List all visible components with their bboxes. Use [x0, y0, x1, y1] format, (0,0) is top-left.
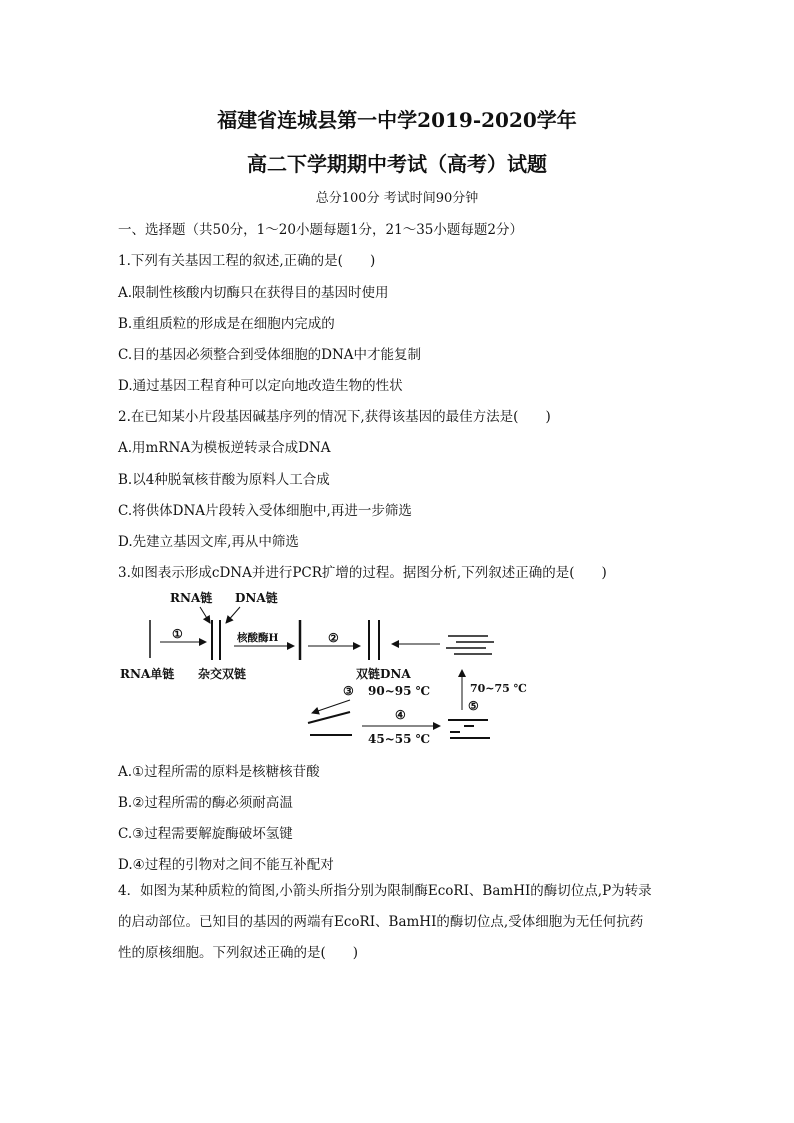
label-rna-single: RNA单链 — [120, 667, 175, 681]
label-rna-chain: RNA链 — [170, 591, 213, 605]
question-2-option-b: B.以4种脱氧核苷酸为原料人工合成 — [118, 472, 330, 488]
temp-4-label: 45~55 ℃ — [368, 732, 431, 746]
title-line-2: 高二下学期期中考试（高考）试题 — [247, 152, 547, 176]
title-line-1: 福建省连城县第一中学2019-2020学年 — [217, 108, 577, 132]
separated-strand-1 — [308, 712, 350, 723]
question-4-line-3: 性的原核细胞。下列叙述正确的是( ) — [118, 945, 359, 961]
question-3-option-c: C.③过程需要解旋酶破坏氢键 — [118, 826, 293, 842]
enzyme-label: 核酸酶H — [237, 632, 279, 644]
exam-info: 总分100分 考试时间90分钟 — [315, 191, 479, 206]
question-1-option-d: D.通过基因工程育种可以定向地改造生物的性状 — [118, 378, 403, 394]
question-1-option-c: C.目的基因必须整合到受体细胞的DNA中才能复制 — [118, 347, 422, 363]
question-4-line-2: 的启动部位。已知目的基因的两端有EcoRⅠ、BamHⅠ的酶切位点,受体细胞为无任何抗药 — [118, 914, 644, 930]
step-4-label: ④ — [395, 708, 406, 722]
question-2-option-a: A.用mRNA为模板逆转录合成DNA — [118, 440, 331, 456]
label-hybrid: 杂交双链 — [198, 667, 247, 681]
cdna-pcr-diagram — [110, 588, 527, 753]
question-1-option-a: A.限制性核酸内切酶只在获得目的基因时使用 — [118, 285, 389, 301]
question-3-stem: 3.如图表示形成cDNA并进行PCR扩增的过程。据图分析,下列叙述正确的是( ) — [118, 565, 607, 581]
label-dsdna: 双链DNA — [356, 667, 411, 681]
pointer-dna — [226, 607, 240, 623]
step-3-label: ③ — [343, 684, 354, 698]
question-2-stem: 2.在已知某小片段基因碱基序列的情况下,获得该基因的最佳方法是( ) — [118, 409, 551, 425]
step-5-label: ⑤ — [468, 699, 479, 713]
section-heading: 一、选择题（共50分，1～20小题每题1分，21～35小题每题2分） — [118, 222, 523, 238]
question-1-option-b: B.重组质粒的形成是在细胞内完成的 — [118, 316, 335, 332]
question-3-option-a: A.①过程所需的原料是核糖核苷酸 — [118, 764, 320, 780]
question-2-option-c: C.将供体DNA片段转入受体细胞中,再进一步筛选 — [118, 503, 412, 519]
question-4-stem — [118, 876, 680, 969]
question-1-stem: 1.下列有关基因工程的叙述,正确的是( ) — [118, 253, 376, 269]
question-3-option-d: D.④过程的引物对之间不能互补配对 — [118, 857, 334, 873]
arrow-step-3 — [312, 700, 350, 713]
pointer-rna — [200, 607, 210, 623]
temp-5-label: 70~75 ℃ — [470, 682, 527, 695]
question-3-option-b: B.②过程所需的酶必须耐高温 — [118, 795, 293, 811]
temp-3-label: 90~95 ℃ — [368, 684, 431, 698]
question-2-option-d: D.先建立基因文库,再从中筛选 — [118, 534, 299, 550]
question-4-line-1: 4．如图为某种质粒的简图,小箭头所指分别为限制酶EcoRⅠ、BamHⅠ的酶切位点,P为转录 — [118, 883, 652, 899]
step-2-label: ② — [328, 631, 339, 645]
label-dna-chain: DNA链 — [235, 591, 278, 605]
step-1-label: ① — [172, 627, 183, 641]
